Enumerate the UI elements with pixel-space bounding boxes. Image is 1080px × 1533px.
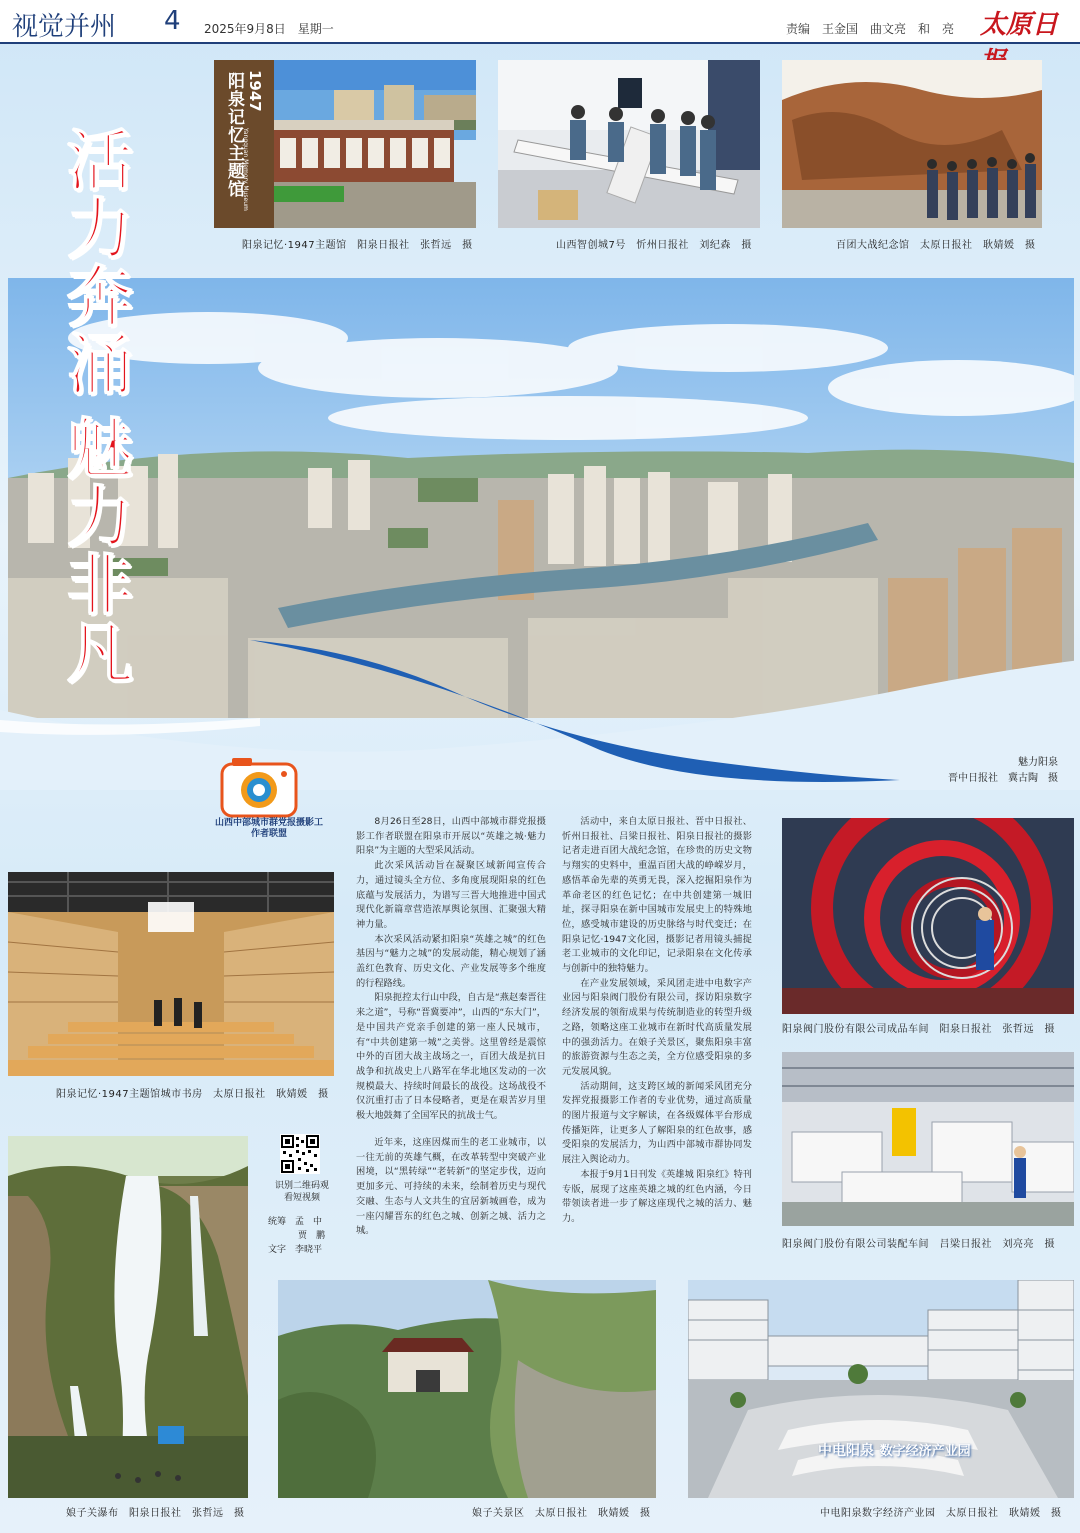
- article-paragraph: 本报于9月1日刊发《英雄城 阳泉红》特刊专版，展现了这座英雄之城的红色内涵，今日带领读者进一步了解这座现代之城的活力、魅力。: [562, 1168, 752, 1224]
- digital-park-image: [688, 1280, 1074, 1498]
- headline-char: 力: [67, 479, 133, 556]
- article-column-2: [562, 815, 752, 1245]
- headline-char: 力: [67, 191, 133, 268]
- smart-city-image: [498, 60, 760, 228]
- caption-digital-park: 中电阳泉数字经济产业园 太原日报社 耿婧媛 摄: [820, 1508, 1062, 1519]
- qr-code-icon[interactable]: [280, 1134, 320, 1174]
- valve-product-image: [782, 818, 1074, 1014]
- qr-label: 识别二维码观看短视频: [274, 1181, 329, 1203]
- credit-role: 文字: [268, 1245, 287, 1255]
- article-column-1: [356, 815, 546, 1122]
- photo-smart-city: [498, 60, 760, 228]
- credit-names: 李晓平: [295, 1245, 323, 1255]
- article-paragraph: 活动中，来自太原日报社、晋中日报社、忻州日报社、吕梁日报社、阳泉日报社的摄影记者走进百团大战纪念馆，在珍贵的历史文物与翔实的史料中，重温百团大战的峥嵘岁月，感悟革命先辈的英勇无畏，深入挖掘阳泉作为革命老区的红色记忆；在中共创建第一城旧址，探寻阳泉在新中国城市发展史上的特殊地位，感受城市建设的历史脉络与时代变迁；在阳泉记忆·1947文化园，摄影记者用镜头捕捉老工业城市的文化印记，记录阳泉在文化传承与创新中的独特魅力。: [562, 816, 752, 975]
- caption-waterfall: 娘子关瀑布 阳泉日报社 张哲远 摄: [66, 1508, 245, 1519]
- headline-char: 涌: [67, 327, 133, 404]
- article-paragraph: 在产业发展领域，采风团走进中电数字产业园与阳泉阀门股份有限公司，探访阳泉数字经济发展的领衔成果与传统制造业的转型升级之路，领略这座工业城市在新时代高质量发展中的强劲活力。在娘子关景区，聚焦阳泉丰富的旅游资源与生态之美，全方位感受阳泉的多元发展风貌。: [562, 977, 752, 1077]
- credits: [268, 1215, 325, 1257]
- article-paragraph: 阳泉扼控太行山中段，自古是“燕赵秦晋往来之道”，号称“晋冀要冲”，山西的“东大门”，是中国共产党亲手创建的第一座人民城市，有“中共创建第一城”之美誉。这里曾经是震惊中外的百团大战主战场之一，百团大战是抗日战争和抗战史上八路军在华北地区发动的一次规模最大、持续时间最长的战役。这场战役不仅沉重打击了日本侵略者，更是在艰苦岁月里极大地鼓舞了全国军民的抗战士气。: [356, 992, 546, 1122]
- photo-valve-assembly: [782, 1052, 1074, 1226]
- valve-assembly-image: [782, 1052, 1074, 1226]
- bookstore-image: [8, 872, 334, 1076]
- caption-memorial-hall: 百团大战纪念馆 太原日报社 耿婧媛 摄: [836, 240, 1036, 251]
- editors-line: 责编 王金国 曲文亮 和 亮: [786, 22, 955, 36]
- caption-bookstore: 阳泉记忆·1947主题馆城市书房 太原日报社 耿婧媛 摄: [56, 1089, 329, 1100]
- alliance-name: 山西中部城市群党报摄影工作者联盟: [214, 818, 323, 839]
- article-paragraph: 活动期间，这支跨区域的新闻采风团充分发挥党报摄影工作者的专业优势，通过高质量的图片报道与文字解读，在各级媒体平台形成传播矩阵，让更多人了解阳泉的红色故事，感受阳泉的发展活力，为山西中部城市群协同发展注入舆论动力。: [562, 1080, 752, 1166]
- article-paragraph: 8月26日至28日，山西中部城市群党报摄影工作者联盟在阳泉市开展以“英雄之城·魅力阳泉”为主题的大型采风活动。: [356, 816, 546, 857]
- article-column-1-continued: [356, 1136, 546, 1246]
- headline-char: 魅: [67, 411, 133, 488]
- photo-digital-park: [688, 1280, 1074, 1498]
- decorative-wave: [0, 600, 1080, 790]
- memorial-hall-image: [782, 60, 1042, 228]
- caption-panorama-title: 魅力阳泉: [1018, 757, 1058, 768]
- headline: [62, 123, 138, 692]
- photo-bookstore: [8, 872, 334, 1076]
- museum-sign-text: 阳泉记忆主题馆: [224, 72, 244, 198]
- caption-valve-assembly: 阳泉阀门股份有限公司装配车间 吕梁日报社 刘亮亮 摄: [782, 1239, 1055, 1250]
- caption-panorama-credit: 晋中日报社 冀古陶 摄: [948, 773, 1058, 784]
- museum-sign-year: 1947: [246, 70, 264, 112]
- masthead: [0, 0, 1080, 44]
- waterfall-image: [8, 1136, 248, 1498]
- headline-char: 非: [67, 547, 133, 624]
- park-sign-sub: 数字经济产业园: [879, 1444, 971, 1459]
- credit-row: [268, 1229, 325, 1243]
- museum-sign-en: Yangquan Memory Museum: [242, 128, 249, 211]
- photo-memorial-hall: [782, 60, 1042, 228]
- park-sign: [818, 1440, 971, 1460]
- credit-names: 贾 鹏: [298, 1231, 326, 1241]
- museum-sign: [220, 68, 264, 220]
- photo-waterfall: [8, 1136, 248, 1498]
- page-number: 4: [164, 6, 181, 36]
- photo-memory-museum: [214, 60, 476, 228]
- section-title: 视觉并州: [12, 12, 117, 42]
- caption-panorama: [938, 755, 1058, 787]
- issue-date: 2025年9月8日 星期一: [204, 22, 334, 36]
- pass-image: [278, 1280, 656, 1498]
- credit-names: 孟 中: [295, 1217, 323, 1227]
- newspaper-logo: 太原日: [980, 10, 1059, 40]
- headline-char: 活: [67, 123, 133, 200]
- caption-pass: 娘子关景区 太原日报社 耿婧媛 摄: [472, 1508, 651, 1519]
- credit-row: [268, 1243, 325, 1257]
- headline-char: 奔: [67, 259, 133, 336]
- article-paragraph: 本次采风活动紧扣阳泉“英雄之城”的红色基因与“魅力之城”的发展动能，精心规划了涵盖红色教育、历史文化、产业发展等多个维度的行程路线。: [356, 933, 546, 989]
- photo-pass: [278, 1280, 656, 1498]
- credit-row: [268, 1215, 325, 1229]
- credit-role: 统筹: [268, 1217, 287, 1227]
- caption-valve-product: 阳泉阀门股份有限公司成品车间 阳泉日报社 张哲远 摄: [782, 1024, 1055, 1035]
- caption-smart-city: 山西智创城7号 忻州日报社 刘纪森 摄: [556, 240, 752, 251]
- article-paragraph: 近年来，这座因煤而生的老工业城市，以一往无前的英雄气概，在改革转型中突破产业困境，以“黑转绿”“老转新”的坚定步伐，迈向更加多元、可持续的未来，绘制着历史与现代交融、生态与人文共生的宜居新城画卷，成为一座闪耀晋东的红色之城、创新之城、活力之城。: [356, 1137, 546, 1237]
- article-paragraph: 此次采风活动旨在凝聚区域新闻宣传合力，通过镜头全方位、多角度展现阳泉的红色底蕴与发展活力，为谱写三晋大地推进中国式现代化新篇章营造浓厚舆论氛围、汇聚强大精神力量。: [356, 860, 546, 930]
- headline-char: 凡: [67, 615, 133, 692]
- photo-valve-product: [782, 818, 1074, 1014]
- caption-memory-museum: 阳泉记忆·1947主题馆 阳泉日报社 张哲远 摄: [242, 240, 473, 251]
- park-sign-main: 中电阳泉: [818, 1443, 874, 1459]
- camera-logo-icon: [220, 756, 298, 818]
